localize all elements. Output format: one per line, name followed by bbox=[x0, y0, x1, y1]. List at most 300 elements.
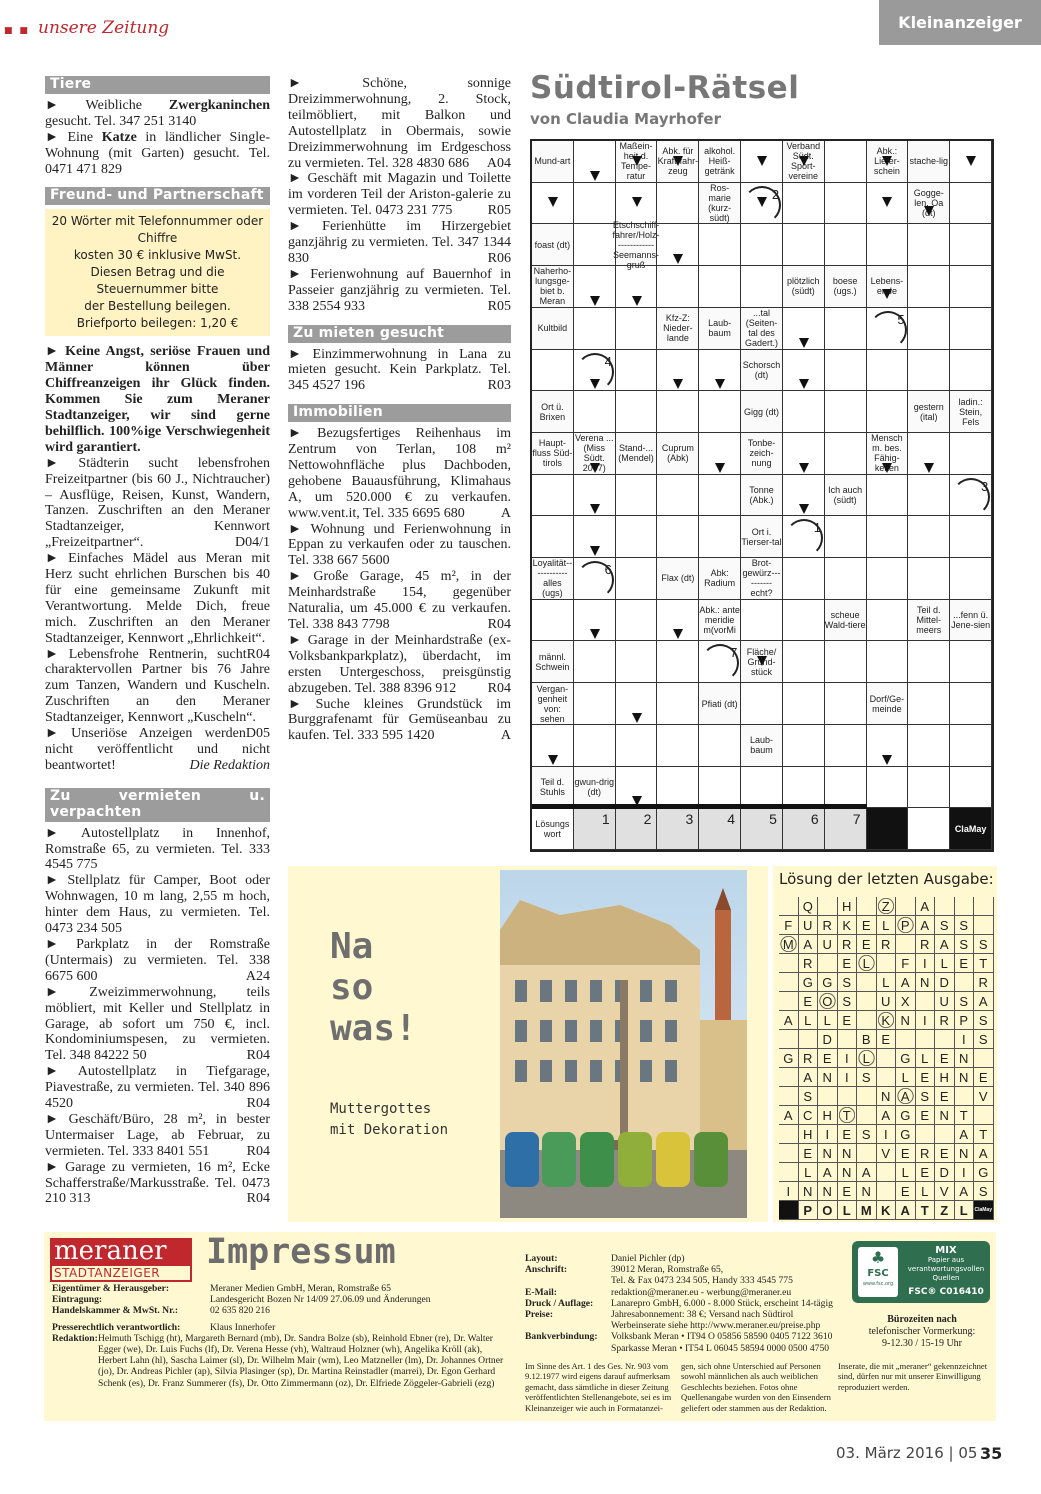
solution-letter: G bbox=[896, 1106, 916, 1125]
arrow-icon bbox=[548, 197, 558, 207]
column-classifieds-right bbox=[288, 76, 511, 744]
solution-letter bbox=[857, 897, 877, 916]
solution-title: Lösung der letzten Ausgabe: bbox=[779, 870, 994, 888]
puzzle-title: Südtirol-Rätsel bbox=[530, 70, 800, 106]
solution-letter bbox=[838, 1030, 858, 1049]
solution-letter bbox=[916, 992, 936, 1011]
solution-letter: L bbox=[935, 954, 955, 973]
solution-letter: E bbox=[799, 1144, 819, 1163]
solution-letter: G bbox=[779, 1049, 799, 1068]
answer-cell bbox=[657, 266, 699, 308]
solution-letter: T bbox=[916, 1201, 936, 1220]
building-photo bbox=[500, 870, 747, 1218]
heading-immobilien: Immobilien bbox=[288, 404, 511, 422]
solution-letter: A bbox=[799, 935, 819, 954]
answer-cell bbox=[657, 516, 699, 558]
solution-letter: Q bbox=[799, 897, 819, 916]
solution-letter: P bbox=[799, 1201, 819, 1220]
solution-letter: E bbox=[857, 935, 877, 954]
answer-cell bbox=[825, 224, 867, 266]
clue-cell: Abk: Radium bbox=[699, 558, 741, 600]
solution-letter bbox=[955, 897, 975, 916]
solution-letter: E bbox=[838, 1125, 858, 1144]
solution-letter: L bbox=[857, 954, 877, 973]
ad-text: ► Autostellplatz in Innenhof, Romstraße 65, zu vermieten. Tel. 333 4545 775 bbox=[45, 825, 270, 873]
impressum-left: Eigentümer & Herausgeber: Meraner Medien GmbH, Meran, Romstraße 65 Eintragung: Landesgericht Bozen Nr 14/09 27.06.09 und Änderungen Handelskammer & MwSt. Nr.: 02 635 820 216 Presserechtlich verantwortlich: Klaus Innerhofer Redaktion: Helmuth Tschigg (ht), Margareth Bernard (mb), Dr. Sandra Bolze (sb), Reinhold Ebner (re), Dr. Walter Egger (we), Dr. Luis Fuchs (lf), Dr. Verena Hesse (vh), Waltraud Holzner (wh), Angelika Kröll (ak), Herbert Lahn (hl), Sascha Laimer (sl), Dr. Wilhelm Mair (wm), Leo Matzneller (lm), Dr. Johannes Ortner (jo), Dr. Andreas Pichler (ap), Silvia Plasinger (sp), Dr. Martina Reinstadler (marrei), Dr. Egon Gerhard Schenk (es), Dr. Franz Summerer (fs), Dr. Otto Zimmermann (oz), Dr. Elfriede Zöggeler-Gabrieli (ezg) bbox=[52, 1283, 504, 1389]
solution-letter: E bbox=[838, 1011, 858, 1030]
solution-letter: S bbox=[955, 992, 975, 1011]
answer-cell bbox=[825, 641, 867, 683]
ad-title: Na so was! bbox=[330, 926, 417, 1049]
clue-cell: stache-lig bbox=[908, 141, 950, 183]
answer-cell bbox=[783, 767, 825, 809]
solution-letter bbox=[935, 1125, 955, 1144]
solution-letter: R bbox=[916, 935, 936, 954]
solution-letter bbox=[779, 897, 799, 916]
solution-letter: R bbox=[877, 935, 897, 954]
answer-cell bbox=[867, 641, 909, 683]
page-number: 35 bbox=[980, 1444, 1003, 1463]
solution-letter: I bbox=[955, 1030, 975, 1049]
clue-cell: Mensch m. bes. Fähig-keiten bbox=[867, 433, 909, 475]
solution-letter bbox=[779, 992, 799, 1011]
solution-letter: L bbox=[838, 1201, 858, 1220]
solution-letter: V bbox=[877, 1144, 897, 1163]
answer-cell bbox=[699, 767, 741, 809]
clue-cell: Vergan-genheit von: sehen bbox=[532, 683, 574, 725]
solution-cell: 4 bbox=[699, 808, 741, 850]
solution-letter: A bbox=[779, 1106, 799, 1125]
answer-cell bbox=[616, 516, 658, 558]
ad-text: ► Einfaches Mädel aus Meran mit Herz sucht ehrlichen Burschen bis 40 für eine gemeinsame Zukunft mit Verantwortung. Melde Dich, freue mich. Zuschriften an den Meraner Stadtanzeiger, Kennwort „Ehrlichkeit“. R04 bbox=[45, 551, 270, 662]
arrow-icon bbox=[673, 156, 683, 166]
solution-letter: S bbox=[799, 1087, 819, 1106]
arrow-icon bbox=[799, 338, 809, 348]
solution-letter bbox=[916, 1030, 936, 1049]
arrow-icon bbox=[590, 463, 600, 473]
solution-letter: O bbox=[818, 992, 838, 1011]
solution-letter: A bbox=[896, 1201, 916, 1220]
clue-cell: Verband Südt. Sport-vereine bbox=[783, 141, 825, 183]
header-marks: ■ ■ bbox=[4, 26, 30, 36]
ads-list bbox=[288, 76, 511, 315]
ad-text: ► Suche kleines Grundstück im Burggrafenamt für Gemüseanbau zu kaufen. Tel. 333 595 1420 A bbox=[288, 696, 511, 744]
number-label: 7 bbox=[730, 645, 738, 661]
solution-letter: V bbox=[974, 1087, 994, 1106]
solution-letter: C bbox=[799, 1106, 819, 1125]
answer-cell bbox=[825, 141, 867, 183]
ad-subtitle: Muttergottes mit Dekoration bbox=[330, 1101, 449, 1138]
solution-letter: G bbox=[896, 1125, 916, 1144]
solution-letter: L bbox=[877, 916, 897, 935]
solution-letter: A bbox=[818, 1163, 838, 1182]
answer-cell bbox=[783, 558, 825, 600]
solution-letter: E bbox=[896, 1144, 916, 1163]
arrow-icon bbox=[590, 296, 600, 306]
solution-letter bbox=[779, 954, 799, 973]
solution-letter bbox=[955, 1087, 975, 1106]
solution-letter bbox=[779, 1030, 799, 1049]
solution-letter: S bbox=[974, 935, 994, 954]
solution-cell: 3 bbox=[657, 808, 699, 850]
arrow-icon bbox=[966, 156, 976, 166]
number-label: 5 bbox=[897, 311, 905, 327]
clue-cell: Schorsch (dt) bbox=[741, 350, 783, 392]
answer-cell bbox=[825, 391, 867, 433]
solution-letter: N bbox=[857, 1182, 877, 1201]
solution-letter: R bbox=[818, 916, 838, 935]
clue-cell: gwun-drig (dt) bbox=[574, 767, 616, 809]
answer-cell bbox=[908, 224, 950, 266]
clue-cell: Abk. für Kraft-fahr-zeug bbox=[657, 141, 699, 183]
solution-letter: H bbox=[799, 1125, 819, 1144]
answer-cell bbox=[825, 308, 867, 350]
arrow-icon bbox=[882, 463, 892, 473]
clue-cell: Mund-art bbox=[532, 141, 574, 183]
answer-cell bbox=[783, 725, 825, 767]
ad-text: ► Geschäft/Büro, 28 m², in bester Untermaiser Lage, ab Februar, zu vermieten. Tel. 333 8401 551 R04 bbox=[45, 1111, 270, 1159]
answer-cell bbox=[825, 725, 867, 767]
answer-cell bbox=[657, 475, 699, 517]
solution-letter: R bbox=[935, 1011, 955, 1030]
solution-letter bbox=[877, 1182, 897, 1201]
answer-cell bbox=[825, 516, 867, 558]
tree-icon: ♣ bbox=[870, 1248, 886, 1267]
solution-cell: 2 bbox=[616, 808, 658, 850]
answer-cell bbox=[950, 266, 992, 308]
answer-cell bbox=[783, 600, 825, 642]
solution-letter: F bbox=[779, 916, 799, 935]
solution-letter: I bbox=[955, 1163, 975, 1182]
solution-letter: A bbox=[955, 1182, 975, 1201]
solution-letter bbox=[857, 1144, 877, 1163]
solution-letter bbox=[857, 992, 877, 1011]
arrow-icon bbox=[590, 171, 600, 181]
answer-cell bbox=[699, 391, 741, 433]
column-classifieds-left bbox=[45, 76, 270, 1207]
answer-cell bbox=[825, 183, 867, 225]
answer-cell bbox=[783, 183, 825, 225]
answer-cell bbox=[950, 308, 992, 350]
answer-cell bbox=[574, 224, 616, 266]
notice-line: Diesen Betrag und die Steuernummer bitte bbox=[90, 265, 225, 297]
answer-cell bbox=[741, 224, 783, 266]
answer-cell bbox=[741, 767, 783, 809]
answer-cell bbox=[532, 475, 574, 517]
solution-letter: T bbox=[974, 1125, 994, 1144]
answer-cell bbox=[908, 683, 950, 725]
clue-cell: Pfiati (dt) bbox=[699, 683, 741, 725]
answer-cell bbox=[908, 558, 950, 600]
clue-cell: boese (ugs.) bbox=[825, 266, 867, 308]
solution-letter: E bbox=[935, 1087, 955, 1106]
clue-cell: Loyalität------------alles (ugs) bbox=[532, 558, 573, 599]
clue-cell: Gogge-len, Oa (dt) bbox=[908, 183, 950, 225]
clue-cell: plötzlich (südt) bbox=[783, 266, 825, 308]
arrow-icon bbox=[924, 206, 934, 216]
clue-cell: Ros-marie (kurz-südt) bbox=[699, 183, 741, 225]
clue-cell: Laub-baum bbox=[699, 308, 741, 350]
solution-letter: N bbox=[896, 1011, 916, 1030]
ad-text: ► Wohnung und Ferienwohnung in Eppan zu verkaufen oder zu tauschen. Tel. 338 667 5600 bbox=[288, 521, 511, 569]
arrow-icon bbox=[715, 379, 725, 389]
answer-cell bbox=[532, 600, 574, 642]
solution-letter bbox=[779, 1087, 799, 1106]
number-label: 2 bbox=[771, 186, 780, 202]
answer-cell bbox=[825, 683, 867, 725]
answer-cell bbox=[616, 308, 658, 350]
answer-cell bbox=[574, 183, 616, 225]
solution-letter: E bbox=[955, 954, 975, 973]
solution-letter bbox=[974, 897, 994, 916]
answer-cell bbox=[950, 516, 992, 558]
arrow-icon bbox=[632, 796, 642, 806]
solution-letter: L bbox=[799, 1011, 819, 1030]
answer-cell bbox=[699, 725, 741, 767]
solution-cell bbox=[908, 808, 950, 850]
solution-letter bbox=[896, 897, 916, 916]
solution-letter: L bbox=[877, 973, 897, 992]
solution-letter: E bbox=[838, 1182, 858, 1201]
solution-letter: M bbox=[779, 935, 799, 954]
section-tab: Kleinanzeiger bbox=[879, 0, 1041, 45]
notice-line: kosten 30 € inklusive MwSt. bbox=[73, 248, 242, 263]
clue-cell: Tonne (Abk.) bbox=[741, 475, 783, 517]
ad-text: ► Keine Angst, seriöse Frauen und Männer können über Chiffreanzeigen ihr Glück finden. Kommen Sie zum Meraner Stadtanzeiger, wir sind gerne behilflich. 100%ige Verschwiegenheit wird garantiert. bbox=[45, 344, 270, 455]
clue-cell: alkohol. Heiß-getränk bbox=[699, 141, 741, 183]
solution-letter: A bbox=[877, 1106, 897, 1125]
clue-cell: Ich auch (südt) bbox=[825, 475, 867, 517]
clue-cell: Tonbe-zeich-nung bbox=[741, 433, 783, 475]
arrow-icon bbox=[590, 504, 600, 514]
solution-letter: N bbox=[818, 1182, 838, 1201]
arrow-icon bbox=[632, 296, 642, 306]
clue-cell: Haupt-fluss Süd-tirols bbox=[532, 433, 574, 475]
notice-box bbox=[45, 209, 270, 336]
solution-letter: E bbox=[799, 992, 819, 1011]
number-label: 4 bbox=[604, 353, 612, 369]
fsc-badge: ♣ FSC www.fsc.org MIX Papier aus verantwortungsvollen Quellen FSC® C016410 bbox=[852, 1241, 990, 1303]
solution-letter bbox=[857, 973, 877, 992]
solution-letter: A bbox=[896, 1087, 916, 1106]
arrow-icon bbox=[673, 254, 683, 264]
solution-letter: N bbox=[799, 1182, 819, 1201]
solution-letter: T bbox=[974, 954, 994, 973]
solution-letter: U bbox=[877, 992, 897, 1011]
answer-cell bbox=[657, 641, 699, 683]
notice-line: Briefporto beilegen: 1,20 € bbox=[76, 316, 239, 331]
issue-date: 03. März 2016 | 05 bbox=[836, 1444, 978, 1462]
clue-cell: Maßein-heit d. Tempe-ratur bbox=[616, 141, 658, 183]
clue-cell: Fläche/ Grund-stück bbox=[741, 641, 783, 683]
answer-cell bbox=[950, 350, 992, 392]
arrow-icon bbox=[882, 755, 892, 765]
solution-cell: 7 bbox=[825, 808, 867, 850]
arrow-icon bbox=[590, 546, 600, 556]
clue-cell: Kfz-Z: Nieder-lande bbox=[657, 308, 699, 350]
solution-letter: S bbox=[974, 1030, 994, 1049]
solution-letter: U bbox=[799, 916, 819, 935]
heading-vermieten: Zu vermieten u. verpachten bbox=[45, 788, 270, 822]
solution-letter: K bbox=[877, 1201, 897, 1220]
answer-cell bbox=[825, 767, 867, 809]
solution-letter: A bbox=[799, 1068, 819, 1087]
answer-cell bbox=[950, 433, 992, 475]
office-hours: Bürozeiten nach telefonischer Vormerkung: 9-12.30 / 15-19 Uhr bbox=[868, 1314, 976, 1349]
clue-cell: Abk.: ante meridie m(vorMi bbox=[699, 600, 741, 642]
clue-cell: Kultbild bbox=[532, 308, 574, 350]
solution-letter: M bbox=[857, 1201, 877, 1220]
solution-letter: U bbox=[818, 935, 838, 954]
answer-cell bbox=[574, 308, 616, 350]
answer-cell bbox=[616, 600, 658, 642]
solution-letter: P bbox=[955, 1011, 975, 1030]
puzzle-subtitle: von Claudia Mayrhofer bbox=[530, 110, 722, 128]
solution-letter bbox=[818, 1087, 838, 1106]
clue-cell: foast (dt) bbox=[532, 224, 574, 266]
answer-cell bbox=[950, 641, 992, 683]
solution-letter: G bbox=[974, 1163, 994, 1182]
solution-letter: A bbox=[779, 1011, 799, 1030]
solution-letter bbox=[974, 916, 994, 935]
clue-cell: Cuprum (Abk) bbox=[657, 433, 699, 475]
arrow-icon bbox=[715, 463, 725, 473]
ad-text: ► Autostellplatz in Tiefgarage, Piavestraße, zu vermieten. Tel. 340 896 4520 R04 bbox=[45, 1064, 270, 1112]
solution-letter: Z bbox=[877, 897, 897, 916]
ad-text: ► Garage zu vermieten, 16 m², Ecke Schafferstraße/Markusstraße. Tel. 0473 210 313 R04 bbox=[45, 1159, 270, 1207]
answer-cell bbox=[699, 266, 741, 308]
answer-cell bbox=[867, 600, 909, 642]
answer-cell bbox=[616, 475, 658, 517]
solution-letter bbox=[877, 954, 897, 973]
solution-letter bbox=[955, 973, 975, 992]
answer-cell bbox=[616, 725, 658, 767]
arrow-icon bbox=[548, 755, 558, 765]
ad-text: ► Unseriöse Anzeigen werden nicht veröffentlicht und nicht beantwortet! Die Redaktion bbox=[45, 726, 270, 773]
heading-mieten: Zu mieten gesucht bbox=[288, 325, 511, 343]
notice-line: 20 Wörter mit Telefonnummer oder Chiffre bbox=[51, 214, 264, 246]
solution-letter: N bbox=[818, 1068, 838, 1087]
ad-text: ► Geschäft mit Magazin und Toilette im vorderen Teil der Ariston-galerie zu vermieten. Tel. 0473 231 775 R05 bbox=[288, 171, 511, 219]
arrow-icon bbox=[799, 156, 809, 166]
solution-letter: N bbox=[955, 1068, 975, 1087]
solution-letter: S bbox=[838, 973, 858, 992]
arrow-icon bbox=[673, 379, 683, 389]
solution-cell: 6 bbox=[783, 808, 825, 850]
solution-letter: G bbox=[799, 973, 819, 992]
solution-letter: L bbox=[955, 1201, 975, 1220]
ad-text: ► Zweizimmerwohnung, teils möbliert, mit Keller und Stellplatz in Garage, ab sofort um 750 €, incl. Kondominiumspesen, zu vermieten. Tel. 348 84222 50 R04 bbox=[45, 984, 270, 1064]
ad-text: ► Stellplatz für Camper, Boot oder Wohnwagen, 10 m lang, 2,55 m hoch, hinter dem Haus, zu vermieten. Tel. 0473 234 505 bbox=[45, 873, 270, 937]
clue-cell: Abk.: Liefer-schein bbox=[867, 141, 909, 183]
solution-letter: G bbox=[818, 973, 838, 992]
answer-cell bbox=[908, 725, 950, 767]
answer-cell bbox=[867, 391, 909, 433]
clue-cell: Gigg (dt) bbox=[741, 391, 783, 433]
solution-letter: E bbox=[857, 916, 877, 935]
arrow-icon bbox=[632, 156, 642, 166]
solution-cell: 5 bbox=[741, 808, 783, 850]
solution-letter: N bbox=[877, 1087, 897, 1106]
solution-letter bbox=[877, 1068, 897, 1087]
solution-letter: S bbox=[857, 1125, 877, 1144]
answer-cell bbox=[783, 224, 825, 266]
solution-letter: I bbox=[838, 1068, 858, 1087]
solution-letter bbox=[779, 1125, 799, 1144]
solution-letter: P bbox=[896, 916, 916, 935]
solution-letter: R bbox=[838, 935, 858, 954]
solution-letter: A bbox=[935, 935, 955, 954]
solution-letter: S bbox=[974, 1182, 994, 1201]
solution-letter bbox=[916, 1125, 936, 1144]
heading-tiere: Tiere bbox=[45, 76, 270, 94]
arrow-icon bbox=[799, 379, 809, 389]
answer-cell bbox=[574, 391, 616, 433]
solution-letter: S bbox=[838, 992, 858, 1011]
answer-cell bbox=[950, 683, 992, 725]
solution-letter bbox=[857, 1087, 877, 1106]
answer-cell bbox=[741, 600, 783, 642]
legal-text-3: Inserate, die mit „meraner“ gekennzeichnet sind, dürfen nur mit unserer Einwilligung reproduziert werden. bbox=[838, 1361, 988, 1392]
solution-letter bbox=[857, 1106, 877, 1125]
solution-letter: I bbox=[877, 1125, 897, 1144]
solution-letter: K bbox=[877, 1011, 897, 1030]
solution-letter: R bbox=[799, 1049, 819, 1068]
solution-letter: L bbox=[799, 1163, 819, 1182]
solution-letter: I bbox=[779, 1182, 799, 1201]
ad-text: ► Einzimmerwohnung in Lana zu mieten gesucht. Kein Parkplatz. Tel. 345 4527 196 R03 bbox=[288, 346, 511, 394]
ad-text: ► Große Garage, 45 m², in der Meinhardstraße 154, gegenüber Naturalia, um 45.000 € zu verkaufen. Tel. 338 843 7798 R04 bbox=[288, 569, 511, 632]
solution-letter: E bbox=[935, 1144, 955, 1163]
heading-freund: Freund- und Partnerschaft bbox=[45, 187, 270, 205]
solution-letter: A bbox=[916, 916, 936, 935]
clue-cell: scheue Wald-tiere bbox=[825, 600, 867, 642]
arrow-icon bbox=[632, 713, 642, 723]
solution-letter: L bbox=[916, 1049, 936, 1068]
solution-letter bbox=[935, 897, 955, 916]
solution-letter: E bbox=[838, 954, 858, 973]
answer-cell bbox=[783, 391, 825, 433]
solution-letter: S bbox=[935, 916, 955, 935]
solution-letter bbox=[799, 1030, 819, 1049]
arrow-icon bbox=[924, 463, 934, 473]
answer-cell bbox=[657, 767, 699, 809]
answer-cell bbox=[908, 308, 950, 350]
solution-letter: E bbox=[935, 1049, 955, 1068]
solution-letter: L bbox=[857, 1049, 877, 1068]
solution-letter: X bbox=[896, 992, 916, 1011]
legal-text-1: Im Sinne des Art. 1 des Ges. Nr. 903 vom 9.12.1977 wird eigens darauf aufmerksam gemacht, dass sämtliche in dieser Zeitung veröffentlichten Stellenangebote, sei es im Kleinanzeiger wie auch in Formatanzei- bbox=[525, 1361, 672, 1413]
solution-letter: L bbox=[818, 1011, 838, 1030]
arrow-icon bbox=[882, 156, 892, 166]
solution-credit: ClaMay bbox=[974, 1201, 994, 1220]
solution-letter: H bbox=[838, 897, 858, 916]
solution-letter: D bbox=[818, 1030, 838, 1049]
answer-cell bbox=[867, 475, 909, 517]
solution-letter bbox=[877, 1049, 897, 1068]
clue-cell: ...fenn ü. Jene-sien bbox=[950, 600, 992, 642]
arrow-icon bbox=[882, 289, 892, 299]
ad-text: ► Städterin sucht lebensfrohen Freizeitpartner (bis 60 J., Nichtraucher) – Ausflüge, Reisen, Kunst, Wandern, Tanzen. Zuschriften an den Meraner Stadtanzeiger, Kennwort „Freizeitpartner“. D04/1 bbox=[45, 455, 270, 551]
solution-letter: A bbox=[916, 897, 936, 916]
answer-cell bbox=[908, 266, 950, 308]
solution-letter: T bbox=[838, 1106, 858, 1125]
arrow-icon bbox=[757, 156, 767, 166]
solution-letter: N bbox=[935, 1106, 955, 1125]
solution-letter: N bbox=[838, 1144, 858, 1163]
answer-cell bbox=[783, 641, 825, 683]
solution-letter: B bbox=[857, 1030, 877, 1049]
